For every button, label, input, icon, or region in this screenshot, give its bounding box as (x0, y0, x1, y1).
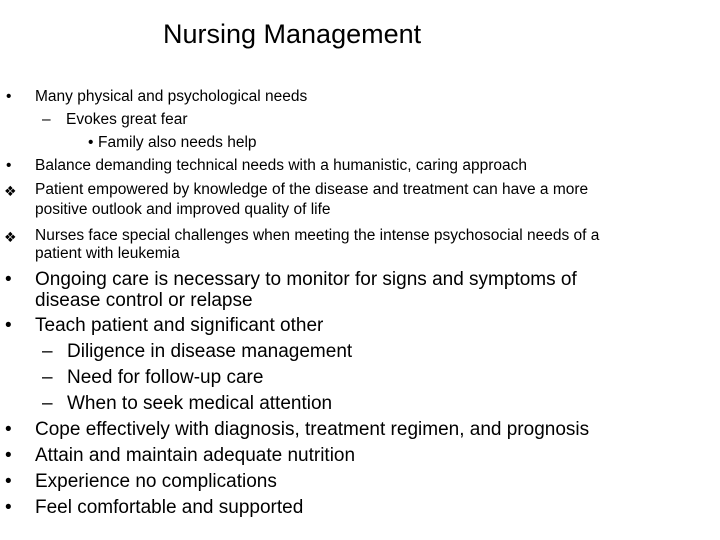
bullet-dash: – (42, 341, 53, 362)
list-item: Diligence in disease management (67, 341, 353, 362)
bullet-dot: • (5, 497, 12, 518)
list-item: Balance demanding technical needs with a humanistic, caring approach (35, 157, 527, 174)
list-item: Nurses face special challenges when meeting the intense psychosocial needs of a (35, 227, 600, 244)
list-item: Family also needs help (98, 134, 257, 151)
list-item: Patient empowered by knowledge of the disease and treatment can have a more (35, 181, 589, 198)
diamond-bullet-icon: ❖ (4, 229, 17, 245)
bullet-dash: – (42, 111, 51, 128)
bullet-dash: – (42, 393, 53, 414)
slide-title: Nursing Management (163, 19, 422, 49)
list-item: Need for follow-up care (67, 367, 264, 388)
list-item: Evokes great fear (66, 111, 188, 128)
bullet-dot: • (5, 445, 12, 466)
list-item: When to seek medical attention (67, 393, 333, 414)
list-item: Attain and maintain adequate nutrition (35, 445, 356, 466)
bullet-dot: • (6, 157, 12, 174)
diamond-bullet-icon: ❖ (4, 183, 17, 199)
list-item-continuation: positive outlook and improved quality of life (35, 201, 331, 218)
list-item: Teach patient and significant other (35, 315, 324, 336)
bullet-dot: • (5, 269, 12, 290)
list-item-continuation: disease control or relapse (35, 290, 253, 311)
list-item: Experience no complications (35, 471, 277, 492)
bullet-dot: • (88, 134, 94, 151)
bullet-dot: • (5, 315, 12, 336)
bullet-dot: • (6, 88, 12, 105)
bullet-dot: • (5, 471, 12, 492)
list-item: Cope effectively with diagnosis, treatment regimen, and prognosis (35, 419, 590, 440)
bullet-dot: • (5, 419, 12, 440)
list-item-continuation: patient with leukemia (35, 245, 180, 262)
list-item: Feel comfortable and supported (35, 497, 304, 518)
list-item: Ongoing care is necessary to monitor for signs and symptoms of (35, 269, 577, 290)
bullet-dash: – (42, 367, 53, 388)
list-item: Many physical and psychological needs (35, 88, 308, 105)
